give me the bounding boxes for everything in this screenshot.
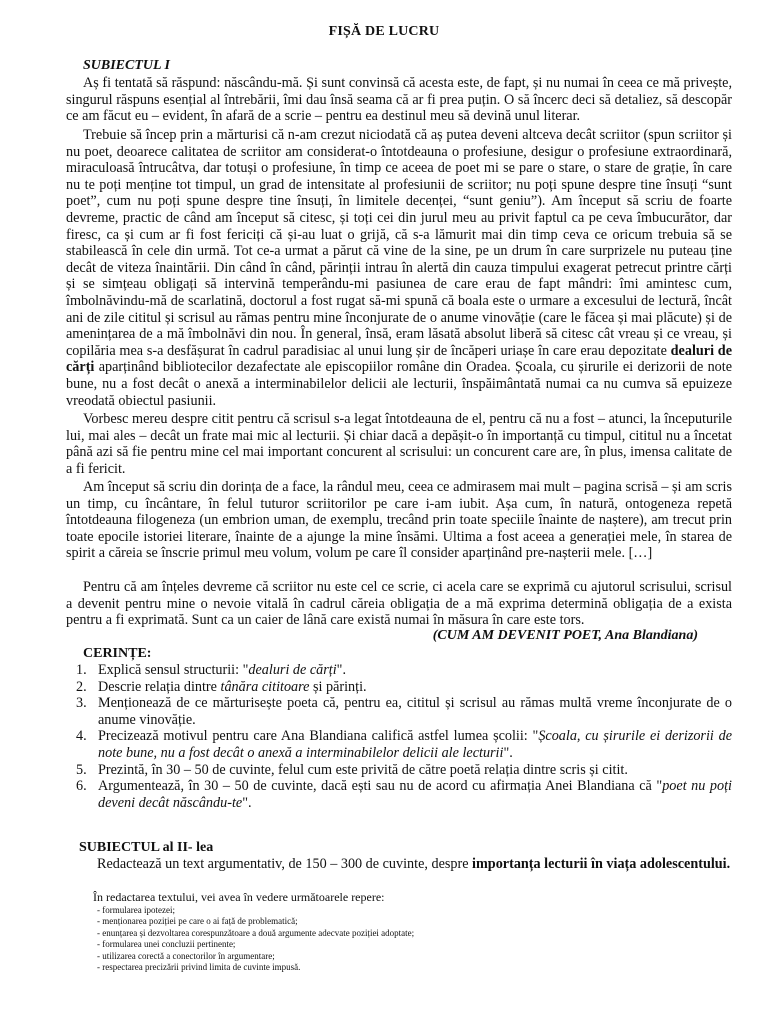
paragraph-2-part-a: Trebuie să încep prin a mărturisi că n-am crezut niciodată că aș putea deveni altceva decât scriitor (spun scriitor și nu poet, deoarece calitatea de scriitor am considerat-o întotdeauna o profesiune, desigur o profesiune extraordinară, miraculoasă întrucâtva, dar totuși o profesiune, în timp ce aceea de poet mi se pare o stare, o stare de grație, în care nu te poți menține tot timpul, un grad de intensitate al profesiunii de scriitor; nu poți spune despre tine însuți “sunt poet”, cum nu poți spune despre tine însuți, în limitele decenței, “sunt geniu”). Am început să scriu de foarte devreme, practic de când am început să citesc, și toți cei din jurul meu au privit faptul ca pe ceva îmbucurător, dar firesc, ca și cum ar fi fost fericiți că și-au luat o grijă, că s-a lămurit mai din timp ceva ce oricum trebuia să se stabilească în cele din urmă. Tot ce-a urmat a părut că vine de la sine, pe un drum în care surprizele nu puteau ține decât de viteza înaintării. Din când în când, părinții intrau în alertă din cauza timpului exagerat petrecut printre cărți și se simțeau obligați să intervină temperându-mi pasiunea de care erau de fapt mândri: îmi amintesc cum, îmbolnăvindu-mă de scarlatină, doctorul a fost rugat să-mi spună că boala este o urmare a excesului de lectură, încât ani de zile cititul și scrisul au rămas pentru mine înconjurate de o anume vinovăție (care le făcea și mai plăcute) și de amenințarea de a mă îmbolnăvi din nou. În general, însă, eram lăsată absolut liberă să citesc cât vreau și ce vreau, și copilăria mea s-a desfășurat în cadrul paradisiac al unui lung șir de încăperi uriașe în care erau depozitate bbox=[66, 127, 732, 359]
guidelines-list bbox=[97, 905, 414, 973]
requirement-item bbox=[76, 778, 732, 811]
requirement-text: Prezintă, în 30 – 50 de cuvinte, felul cum este privită de către poetă relația dintre scris și citit. bbox=[98, 761, 628, 778]
requirement-text: Explică sensul structurii: " bbox=[98, 662, 249, 678]
subject-1-heading: SUBIECTUL I bbox=[83, 58, 171, 73]
requirement-text-end: și părinți. bbox=[309, 678, 367, 695]
requirement-number: 6. bbox=[76, 778, 87, 795]
requirements-heading: CERINȚE: bbox=[83, 646, 152, 661]
paragraph-2-part-b: aparținând bibliotecilor dezafectate ale episcopiilor române din Oradea. Școala, cu șirurile ei derizorii de note bune, nu a fost decât o anexă a interminabilelor delicii ale lecturii, înspăimântată numai ca nu cumva să epuizeze vreodată obiectul pasiunii. bbox=[66, 359, 732, 409]
requirement-quote: tânăra cititoare bbox=[220, 678, 310, 695]
requirement-item bbox=[76, 762, 732, 779]
requirement-text-end: ". bbox=[503, 744, 513, 761]
requirement-text: Precizează motivul pentru care Ana Blandiana califică astfel lumea școlii: " bbox=[98, 728, 539, 745]
requirement-text-end: ". bbox=[242, 794, 252, 811]
text-paragraph-2 bbox=[66, 127, 732, 409]
requirement-text: Argumentează, în 30 – 50 de cuvinte, dacă ești sau nu de acord cu afirmația Anei Blandiana că " bbox=[98, 778, 663, 795]
page-title: FIȘĂ DE LUCRU bbox=[328, 24, 440, 39]
requirement-item bbox=[76, 679, 732, 696]
requirement-number: 3. bbox=[76, 695, 87, 712]
requirement-number: 4. bbox=[76, 728, 87, 745]
subject-2-task-text: Redactează un text argumentativ, de 150 – 300 de cuvinte, despre bbox=[97, 856, 473, 872]
paragraph-4-text: Am început să scriu din dorința de a face, la rândul meu, ceea ce admirasem mai mult – pagina scrisă – și am scris un timp, cu încântare, în felul tuturor scriitorilor pe care i-am iubit. Așa cum, în natură, ontogeneza repetă întotdeauna filogeneza (un embrion uman, de exemplu, trecând prin toate speciile înainte de naștere), am trecut prin toate epocile istoriei literare, înainte de a ajunge la mine însămi. Ultima a fost aceea a generației mele, în starea de spirit a căreia se înscrie primul meu volum, volum pe care îl consider aparținând pre-nașterii mele. […] bbox=[66, 479, 732, 562]
text-source: (CUM AM DEVENIT POET, Ana Blandiana) bbox=[432, 628, 698, 643]
requirement-number: 2. bbox=[76, 678, 87, 695]
guideline-item: - respectarea precizării privind limita de cuvinte impusă. bbox=[97, 962, 301, 973]
text-paragraph-4 bbox=[66, 479, 732, 562]
requirement-text-end: ". bbox=[336, 662, 347, 678]
text-paragraph-1 bbox=[66, 75, 732, 125]
requirements-list bbox=[76, 662, 732, 811]
requirement-item bbox=[76, 728, 732, 761]
requirement-text: Menționează de ce mărturisește poeta că, pentru ea, cititul și scrisul au rămas multă vreme înconjurate de o anume vinovăție. bbox=[98, 695, 732, 728]
requirement-item bbox=[76, 695, 732, 728]
text-paragraph-5 bbox=[66, 579, 732, 629]
guideline-item: - formularea ipotezei; bbox=[97, 905, 175, 915]
requirement-text: Descrie relația dintre bbox=[98, 678, 221, 695]
requirement-number: 1. bbox=[76, 662, 87, 678]
requirement-number: 5. bbox=[76, 761, 87, 778]
subject-2-task bbox=[97, 856, 732, 873]
paragraph-5-text: Pentru că am înțeles devreme că scriitor nu este cel ce scrie, ci acela care se exprimă cu ajutorul scrisului, scrisul a devenit pentru mine o nevoie vitală în cadrul căreia obligația de a mă exprima determină obligația de a exista pentru a fi exprimată. Sunt ca un caier de lână care există numai în măsura în care este tors. bbox=[66, 579, 732, 629]
paragraph-1-text: Aș fi tentată să răspund: născându-mă. Și sunt convinsă că acesta este, de fapt, și nu numai în ceea ce mă privește, singurul răspuns esențial al întrebării, îmi dau însă seama că ar fi prea puțin. O să încerc deci să detaliez, să descopăr ce am făcut eu – evident, în afară de a scrie – pentru ea destinul meu să devină unul literar. bbox=[66, 75, 732, 125]
paragraph-3-text: Vorbesc mereu despre citit pentru că scrisul s-a legat întotdeauna de el, pentru că nu a fost – atunci, la începuturile lui, mai ales – decât un frate mai mic al lecturii. Și chiar dacă a depășit-o în importanță cu timpul, cititul nu a încetat până azi să fie pentru mine cel mai important concurent al scrisului: un concurent care are, în plus, imensa calitate de a fi fericit. bbox=[66, 411, 732, 477]
requirement-item bbox=[76, 662, 732, 679]
guidelines-intro: În redactarea textului, vei avea în vedere următoarele repere: bbox=[93, 890, 385, 904]
subject-2-task-topic: importanța lecturii în viața adolescentului. bbox=[472, 856, 731, 872]
guideline-item: - formularea unei concluzii pertinente; bbox=[97, 939, 236, 950]
requirement-quote: dealuri de cărți bbox=[248, 662, 337, 678]
subject-2-heading: SUBIECTUL al II- lea bbox=[79, 840, 214, 855]
requirement-quote: poet nu poți deveni decât născându-te bbox=[98, 778, 733, 811]
requirement-quote: Școala, cu șirurile ei derizorii de note bune, nu a fost decât o anexă a interminabilelor delicii ale lecturii bbox=[98, 728, 732, 761]
highlighted-phrase: dealuri de cărți bbox=[66, 342, 732, 376]
text-paragraph-3 bbox=[66, 411, 732, 477]
guideline-item: - enunțarea și dezvoltarea corespunzătoare a două argumente adecvate poziției adoptate; bbox=[97, 927, 415, 938]
guideline-item: - utilizarea corectă a conectorilor în argumentare; bbox=[97, 950, 275, 961]
guideline-item: - menționarea poziției pe care o ai față de problematică; bbox=[97, 916, 298, 927]
paragraph-2-text bbox=[66, 127, 732, 409]
